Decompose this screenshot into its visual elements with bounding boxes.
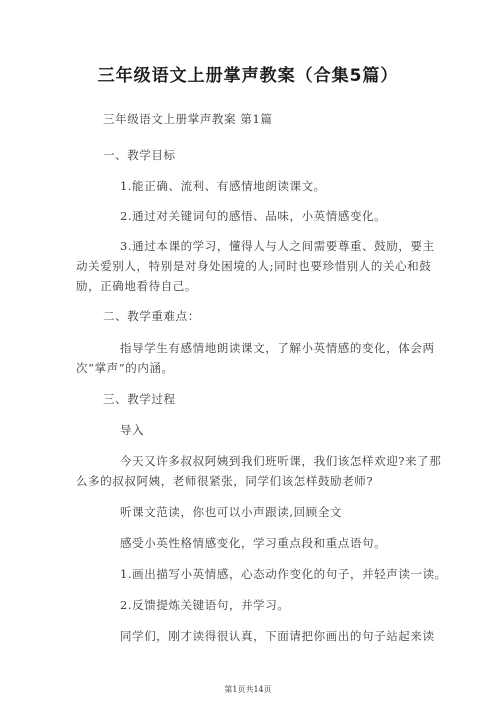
document-title: 三年级语文上册掌声教案（合集5篇） <box>97 66 399 86</box>
paragraph-1-line-1: 今天又许多叔叔阿姨到我们班听课，我们该怎样欢迎?来了那 <box>120 454 442 468</box>
paragraph-2: 听课文范读，你也可以小声跟读,回顾全文 <box>120 505 343 519</box>
goal-3-line-2: 动关爱别人，特别是对身处困境的人;同时也要珍惜别人的关心和鼓 <box>76 259 432 273</box>
heading-key-points: 二、教学重难点： <box>103 309 200 323</box>
page-number-footer: 第1页共14页 <box>224 685 272 694</box>
paragraph-1-line-2: 么多的叔叔阿姨，老师很紧张，同学们该怎样鼓励老师? <box>76 474 374 488</box>
key-points-line-1: 指导学生有感情地朗读课文，了解小英情感的变化，体会两 <box>120 341 435 355</box>
key-points-line-2: 次“掌声”的内涵。 <box>76 361 174 375</box>
goal-1: 1.能正确、流利、有感情地朗读课文。 <box>120 179 326 193</box>
heading-teaching-goals: 一、教学目标 <box>103 148 176 162</box>
goal-3-line-3: 励，正确地看待自己。 <box>76 279 197 293</box>
paragraph-3: 感受小英性格情感变化，学习重点段和重点语句。 <box>120 536 387 550</box>
paragraph-5: 2.反馈提炼关键语句，并学习。 <box>120 598 290 612</box>
paragraph-6: 同学们，刚才读得很认真，下面请把你画出的句子站起来读 <box>120 629 435 643</box>
section-title: 三年级语文上册掌声教案 第1篇 <box>103 112 273 126</box>
heading-teaching-process: 三、教学过程 <box>103 392 176 406</box>
goal-3-line-1: 3.通过本课的学习，懂得人与人之间需要尊重、鼓励，要主 <box>120 239 435 253</box>
paragraph-4: 1.画出描写小英情感，心态动作变化的句子，并轻声读一读。 <box>120 567 447 581</box>
intro-label: 导入 <box>120 423 145 437</box>
goal-2: 2.通过对关键词句的感悟、品味，小英情感变化。 <box>120 209 387 223</box>
